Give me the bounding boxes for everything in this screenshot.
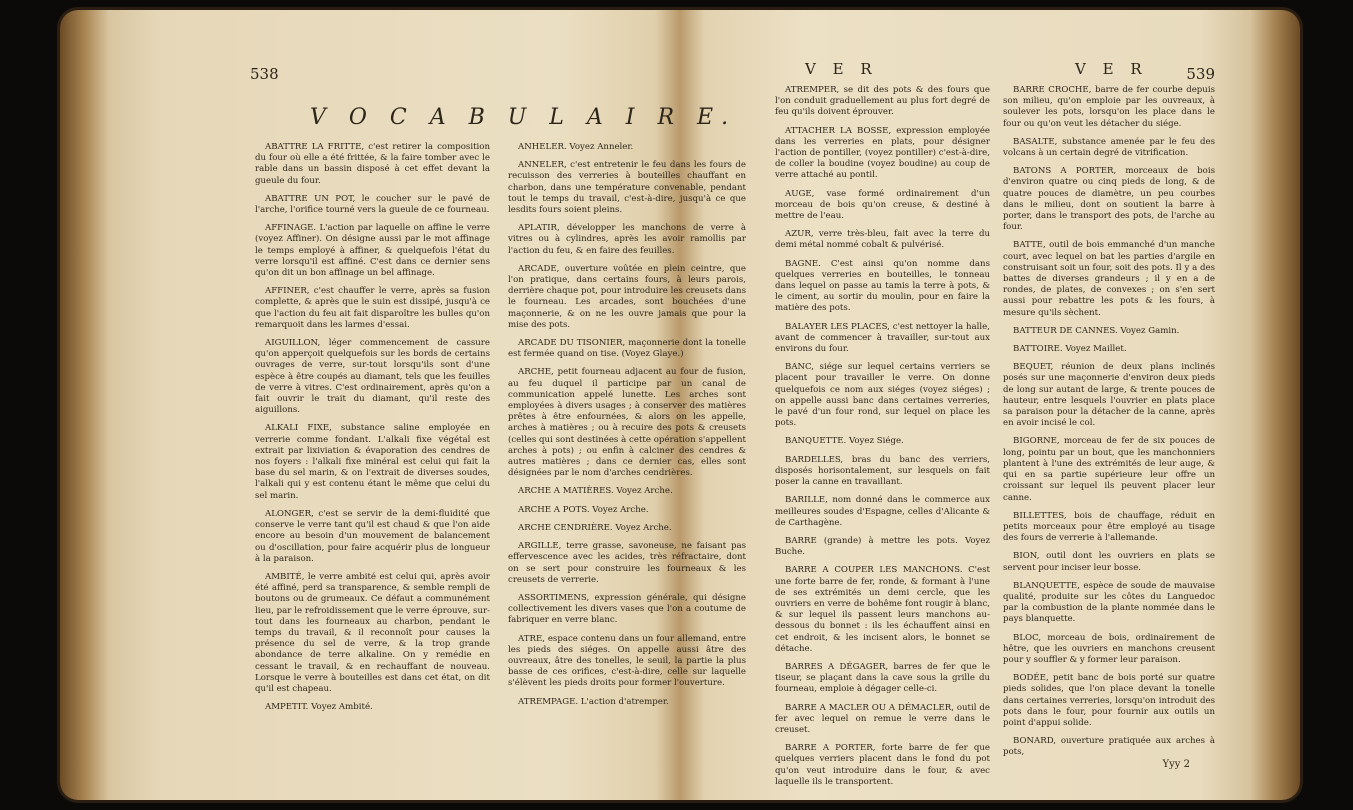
dictionary-entry: ANHELER. Voyez Anneler. <box>518 142 634 152</box>
dictionary-entry: AZUR, verre très-bleu, fait avec la terre du demi métal nommé cobalt & pulvérisé. <box>775 229 990 251</box>
dictionary-entry: ARCHE, petit fourneau adjacent au four de fusion, au feu duquel il participe par un canal de communication appelé lunette. Les arches sont employées à divers usages ; à conserver des matières prêtes à être enfournées, & alors on les appelle, arches à matières ; ou à recuire des pots & creusets (celles qui sont destinées à cette opération s'appellent arches à pots) ; ou enfin à calciner des cendres & autres matières ; dans ce dernier cas, elles sont désignées par le nom d'arches cendrières. <box>508 367 746 479</box>
dictionary-entry: BLANQUETTE, espèce de soude de mauvaise qualité, produite sur les côtes du Languedoc par la combustion de la plante nommée dans le pays blanquette. <box>1003 580 1215 625</box>
running-head-right: V E R <box>1075 60 1148 78</box>
dictionary-entry: BODÉE, petit banc de bois porté sur quatre pieds solides, que l'on place devant la tonelle dans certaines verreries, lorsqu'on introduit des pots dans le four, pour fournir aux outils un point d'appui solide. <box>1003 673 1215 728</box>
dictionary-entry: ABATTRE UN POT, le coucher sur le pavé de l'arche, l'orifice tourné vers la gueule de ce fourneau. <box>255 193 490 216</box>
dictionary-entry: ATREMPER, se dit des pots & des fours que l'on conduit graduellement au plus fort degré de feu qu'ils doivent éprouver. <box>775 85 990 118</box>
dictionary-entry: BATONS A PORTER, morceaux de bois d'environ quatre ou cinq pieds de long, & de quatre pouces de diamètre, un peu courbes dans le milieu, dont on soutient la barre à porter, dans le transport des pots, de l'arche au four. <box>1003 166 1215 233</box>
dictionary-entry: BILLETTES, bois de chauffage, réduit en petits morceaux pour être employé au tisage des fours de verrerie à l'allemande. <box>1003 510 1215 544</box>
dictionary-entry: BATTE, outil de bois emmanché d'un manche court, avec lequel on bat les parties d'argile en construisant soit un four, soit des pots. Il y a des battes de diverses grandeurs ; il y en a de rondes, de plates, de convexes ; on s'en sert aussi pour rebattre les pots & les fours, à mesure qu'ils sèchent. <box>1003 240 1215 318</box>
dictionary-entry: BASALTE, substance amenée par le feu des volcans à un certain degré de vitrification. <box>1003 136 1215 159</box>
page-number-right: 539 <box>1186 65 1215 83</box>
dictionary-entry: BARILLE, nom donné dans le commerce aux meilleures soudes d'Espagne, celles d'Alicante & de Carthagène. <box>775 495 990 528</box>
dictionary-entry: ASSORTIMENS, expression générale, qui désigne collectivement les divers vases que l'on a coutume de fabriquer en verre blanc. <box>508 592 746 626</box>
dictionary-entry: ARCHE A POTS. Voyez Arche. <box>518 504 649 515</box>
dictionary-entry: BARRES A DÉGAGER, barres de fer que le tiseur, se plaçant dans la cave sous la grille du fourneau, emploie à dégager celle-ci. <box>775 661 990 695</box>
page-title: V O C A B U L A I R E. <box>310 105 737 130</box>
dictionary-entry: BARRE A COUPER LES MANCHONS. C'est une forte barre de fer, ronde, & formant à l'une de ses extrémités un demi cercle, que les ouvriers en verre de bohême font rougir à blanc, & sur lequel ils passent leurs manchons au-dessous du bonnet : ils les échauffent ainsi en cet endroit, & les incisent alors, le bonnet se détache. <box>775 565 990 654</box>
dictionary-entry: AFFINER, c'est chauffer le verre, après sa fusion complette, & après que le suin est dissipé, jusqu'à ce que l'action du feu ait fait disparoître les bulles qu'on remarquoit dans les larmes d'essai. <box>255 286 490 330</box>
dictionary-entry: ARCHE CENDRIÈRE. Voyez Arche. <box>518 522 672 533</box>
dictionary-entry: BARRE CROCHE, barre de fer courbe depuis son milieu, qu'on emploie par les ouvreaux, à soulever les pots, lorsqu'on les place dans le four ou qu'on veut les détacher du siége. <box>1003 85 1215 129</box>
dictionary-entry: BARRE A MACLER OU A DÉMACLER, outil de fer avec lequel on remue le verre dans le creuset. <box>775 702 990 735</box>
dictionary-entry: BEQUET, réunion de deux plans inclinés posés sur une maçonnerie d'environ deux pieds de long sur autant de large, & trente pouces de hauteur, entre lesquels l'ouvrier en plats place sa paraison pour la détacher de la canne, après en avoir incisé le col. <box>1003 362 1215 429</box>
dictionary-entry: ATREMPAGE. L'action d'atremper. <box>518 696 669 707</box>
dictionary-entry: ALONGER, c'est se servir de la demi-fluidité que conserve le verre tant qu'il est chaud & que l'on aide encore au besoin d'un mouvement de balancement ou d'oscillation, pour faire acquérir plus de longueur à la paraison. <box>255 508 490 564</box>
dictionary-entry: ANNELER, c'est entretenir le feu dans les fours de recuisson des verreries à bouteilles chauffant en charbon, dans une température convenable, pendant tout le temps du travail, c'est-à-dire, jusqu'à ce que lesdits fours soient pleins. <box>508 160 746 216</box>
dictionary-entry: BATTEUR DE CANNES. Voyez Gamin. <box>1013 325 1180 336</box>
dictionary-entry: APLATIR, développer les manchons de verre à vitres ou à cylindres, après les avoir ramollis par l'action du feu, & en faire des feuilles. <box>508 223 746 256</box>
dictionary-entry: ATRE, espace contenu dans un four allemand, entre les pieds des siéges. On appelle aussi âtre des ouvreaux, âtre des tonelles, le seuil, la partie la plus basse de ces orifices, c'est-à-dire, celle sur laquelle s'élèvent les pieds droits pour former l'ouverture. <box>508 633 746 689</box>
dictionary-entry: BIGORNE, morceau de fer de six pouces de long, pointu par un bout, que les manchonniers plantent à l'une des extrémités de leur auge, & qui en sa partie supérieure leur offre un croissant sur lequel ils peuvent placer leur canne. <box>1003 436 1215 503</box>
dictionary-entry: AFFINAGE. L'action par laquelle on affine le verre (voyez Affiner). On désigne aussi par le mot affinage le temps employé à affiner, & quelquefois l'état du verre lorsqu'il est affiné. C'est dans ce dernier sens qu'on dit un bon affinage un bel affinage. <box>255 223 490 279</box>
right-column-2 <box>1003 85 1215 766</box>
dictionary-entry: BALAYER LES PLACES, c'est nettoyer la halle, avant de commencer à travailler, sur-tout aux environs du four. <box>775 321 990 355</box>
dictionary-entry: AIGUILLON, léger commencement de cassure qu'on apperçoit quelquefois sur les bords de certains ouvrages de verre, sur-tout lorsqu'ils sont d'une espèce à être coupés au diamant, tels que les feuilles de verre à vitres. C'est ordinairement, après qu'on a fait ouvrir le trait du diamant, qu'il reste des aiguillons. <box>255 338 490 416</box>
dictionary-entry: BARRE A PORTER, forte barre de fer que quelques verriers placent dans le fond du pot qu'on veut introduire dans le four, & avec laquelle ils le transportent. <box>775 743 990 787</box>
page-number-left: 538 <box>250 65 279 83</box>
running-head-left: V E R <box>805 60 878 78</box>
dictionary-entry: BARDELLES, bras du banc des verriers, disposés horisontalement, sur lesquels on fait poser la canne en travaillant. <box>775 454 990 488</box>
dictionary-entry: ARGILLE, terre grasse, savoneuse, ne faisant pas effervescence avec les acides, très réfractaire, dont on se sert pour construire les fourneaux & les creusets de verrerie. <box>508 541 746 585</box>
dictionary-entry: BARRE (grande) à mettre les pots. Voyez Buche. <box>775 535 990 558</box>
dictionary-entry: ARCHE A MATIÈRES. Voyez Arche. <box>518 486 673 497</box>
dictionary-entry: AUGE, vase formé ordinairement d'un morceau de bois qu'on creuse, & destiné à mettre de l'eau. <box>775 188 990 222</box>
dictionary-entry: ATTACHER LA BOSSE, expression employée dans les verreries en plats, pour désigner l'action de pontiller, (voyez pontiller) c'est-à-dire, de coller la boudine (voyez boudine) au coup de verre attaché au pontil. <box>775 125 990 181</box>
dictionary-entry: ABATTRE LA FRITTE, c'est retirer la composition du four où elle a été frittée, & la faire tomber avec le rable dans un bassin disposé à cet effet devant la gueule du four. <box>255 142 490 186</box>
right-page <box>775 50 1215 787</box>
right-column-1 <box>775 85 990 795</box>
dictionary-entry: AMPETIT. Voyez Ambité. <box>265 702 373 713</box>
left-page <box>250 50 750 770</box>
dictionary-entry: BANC, siége sur lequel certains verriers se placent pour travailler le verre. On donne quelquefois ce nom aux siéges (voyez siéges) ; on appelle aussi banc dans certaines verreries, le pavé d'un four rond, sur lequel on place les pots. <box>775 362 990 429</box>
dictionary-entry: BLOC, morceau de bois, ordinairement de hêtre, que les ouvriers en manchons creusent pour y souffler & y former leur paraison. <box>1003 632 1215 665</box>
dictionary-entry: ARCADE, ouverture voûtée en plein ceintre, que l'on pratique, dans certains fours, à leurs parois, derrière chaque pot, pour introduire les creusets dans le fourneau. Les arcades, sont bouchées d'une maçonnerie, & on ne les ouvre jamais que pour la mise des pots. <box>508 263 746 330</box>
dictionary-entry: BAGNE. C'est ainsi qu'on nomme dans quelques verreries en bouteilles, le tonneau dans lequel on passe au tamis la terre à pots, & le ciment, au sortir du moulin, pour en faire la matière des pots. <box>775 258 990 314</box>
left-column-2 <box>508 142 746 715</box>
signature-mark: Yyy 2 <box>1162 759 1190 770</box>
dictionary-entry: BATTOIRE. Voyez Maillet. <box>1013 344 1127 355</box>
dictionary-entry: ALKALI FIXE, substance saline employée en verrerie comme fondant. L'alkali fixe végétal est extrait par lixiviation & évaporation des cendres de nos foyers : l'alkali fixe minéral est celui qui fait la base du sel marin, & on l'extrait de diverses soudes, l'alkali qui y est contenu étant le même que celui du sel marin. <box>255 423 490 501</box>
dictionary-entry: BONARD, ouverture pratiquée aux arches à pots, <box>1003 736 1215 758</box>
dictionary-entry: BION, outil dont les ouvriers en plats se servent pour inciser leur bosse. <box>1003 551 1215 573</box>
dictionary-entry: AMBITÉ, le verre ambité est celui qui, après avoir été affiné, perd sa transparence, & semble rempli de boutons ou de grumeaux. Ce défaut a communément lieu, par le refroidissement que le verre éprouve, sur-tout dans les fourneaux au charbon, pendant le temps du travail, & il reconnoît pour causes la présence du sel de verre, & la trop grande abondance de terre alkaline. On y remédie en cessant le travail, & en rechauffant de nouveau. Lorsque le verre à bouteilles est dans cet état, on dit qu'il est chapeau. <box>255 571 490 694</box>
open-book <box>60 10 1300 800</box>
left-column-1 <box>255 142 490 720</box>
dictionary-entry: BANQUETTE. Voyez Siége. <box>785 436 904 447</box>
dictionary-entry: ARCADE DU TISONIER, maçonnerie dont la tonelle est fermée quand on tise. (Voyez Glaye.) <box>508 338 746 360</box>
